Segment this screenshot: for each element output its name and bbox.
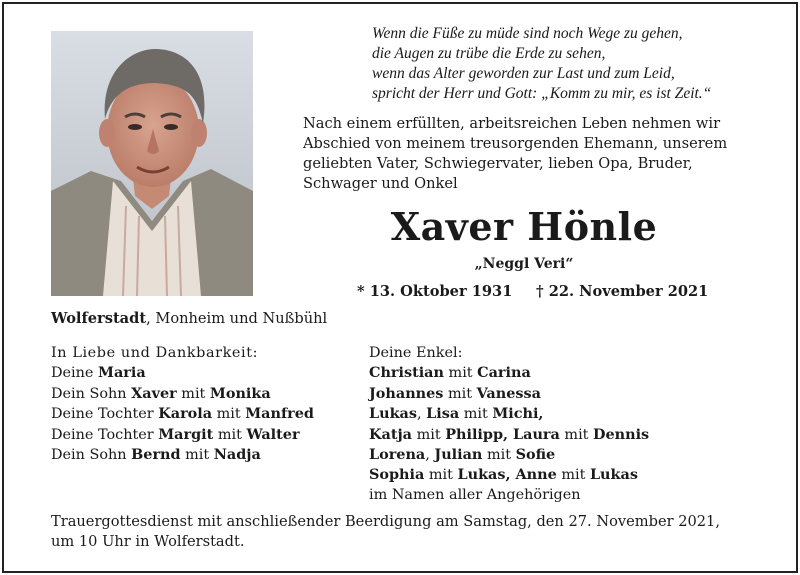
family-list-left — [51, 344, 314, 465]
service-line: um 10 Uhr in Wolferstadt. — [51, 533, 245, 550]
poem — [372, 24, 772, 104]
grandchildren-entry: Lukas, Lisa mit Michi, — [369, 405, 544, 423]
intro-line: Schwager und Onkel — [303, 175, 458, 192]
grandchildren-entry: Christian mit Carina — [369, 364, 531, 382]
family-entry: Deine Tochter Karola mit Manfred — [51, 405, 314, 423]
poem-line: spricht der Herr und Gott: „Komm zu mir, es ist Zeit.“ — [372, 85, 712, 102]
family-list-right — [369, 344, 649, 505]
birth-date: * 13. Oktober 1931 — [357, 283, 513, 300]
family-heading: In Liebe und Dankbarkeit: — [51, 345, 259, 361]
service-line: Trauergottesdienst mit anschließender Beerdigung am Samstag, den 27. November 2021, — [51, 513, 720, 530]
grandchildren-entry: Sophia mit Lukas, Anne mit Lukas — [369, 466, 638, 484]
intro-text — [303, 114, 783, 194]
family-entry: Dein Sohn Xaver mit Monika — [51, 384, 271, 402]
death-date: † 22. November 2021 — [536, 283, 709, 300]
funeral-service-info — [51, 512, 720, 552]
family-entry: Deine Maria — [51, 364, 146, 382]
intro-line: Nach einem erfüllten, arbeitsreichen Leben nehmen wir — [303, 115, 721, 132]
grandchildren-heading: Deine Enkel: — [369, 345, 463, 361]
intro-line: Abschied von meinem treusorgenden Ehemann, unserem — [303, 135, 728, 152]
family-entry: Dein Sohn Bernd mit Nadja — [51, 446, 261, 464]
place-rest: , Monheim und Nußbühl — [146, 310, 328, 327]
life-dates — [357, 282, 757, 302]
grandchildren-entry: Lorena, Julian mit Sofie — [369, 446, 556, 464]
poem-line: die Augen zu trübe die Erde zu sehen, — [372, 45, 606, 62]
place-line — [51, 309, 327, 329]
deceased-name: Xaver Hönle — [390, 204, 658, 249]
poem-line: wenn das Alter geworden zur Last und zum Leid, — [372, 65, 675, 82]
place-main: Wolferstadt — [51, 310, 147, 327]
portrait-photo — [51, 31, 253, 296]
closing-line: im Namen aller Angehörigen — [369, 486, 581, 503]
nickname: „Neggl Veri“ — [474, 256, 574, 272]
poem-line: Wenn die Füße zu müde sind noch Wege zu gehen, — [372, 25, 683, 42]
intro-line: geliebten Vater, Schwiegervater, lieben Opa, Bruder, — [303, 155, 693, 172]
family-entry: Deine Tochter Margit mit Walter — [51, 425, 300, 443]
grandchildren-entry: Johannes mit Vanessa — [369, 384, 541, 402]
grandchildren-entry: Katja mit Philipp, Laura mit Dennis — [369, 425, 650, 443]
